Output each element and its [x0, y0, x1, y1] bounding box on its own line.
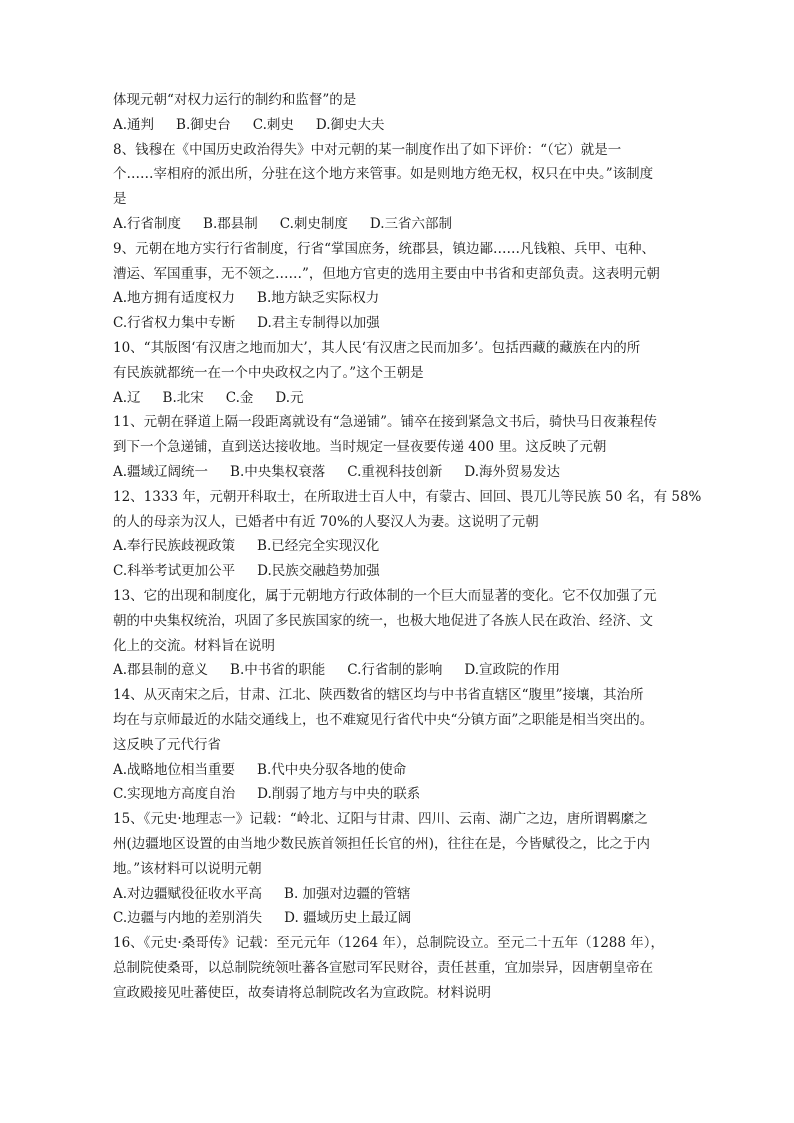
text-line	[113, 832, 703, 857]
text-line	[113, 733, 703, 758]
text-line	[113, 410, 703, 435]
line-text: 总制院使桑哥，以总制院统领吐蕃各宣慰司军民财谷，责任甚重，宜加崇异，因唐朝皇帝在	[113, 959, 653, 976]
option-a: A.通判	[113, 116, 155, 133]
option-c: C.金	[225, 389, 254, 406]
text-line	[113, 336, 703, 361]
line-text: 地。”该材料可以说明元朝	[113, 860, 262, 877]
line-text: 州(边疆地区设置的由当地少数民族首领担任长官的州)，往往在是，今皆赋役之，比之于内	[113, 835, 651, 852]
option-c: C.行省制的影响	[347, 662, 443, 679]
text-line	[113, 237, 703, 262]
text-line	[113, 981, 703, 1006]
option-d: D.三省六部制	[369, 215, 453, 232]
options-line	[113, 906, 703, 931]
line-text: 到下一个急递铺，直到送达接收地。当时规定一昼夜要传递 400 里。这反映了元朝	[113, 439, 607, 456]
option-a: A.行省制度	[113, 215, 182, 232]
option-b: B.代中央分驭各地的使命	[257, 761, 407, 778]
option-d: D.元	[275, 389, 304, 406]
line-text: 8、钱穆在《中国历史政治得失》中对元朝的某一制度作出了如下评价：“（它）就是一	[113, 141, 622, 158]
option-d: D.君主专制得以加强	[257, 315, 380, 332]
line-text: 漕运、军国重事，无不领之……”，但地方官吏的选用主要由中书省和吏部负责。这表明元朝	[113, 265, 660, 282]
option-c: C.重视科技创新	[347, 463, 443, 480]
text-line	[113, 956, 703, 981]
option-b: B.北宋	[162, 389, 204, 406]
option-c: C.刺史制度	[279, 215, 348, 232]
options-line	[113, 758, 703, 783]
text-line	[113, 609, 703, 634]
line-text: 是	[113, 191, 127, 208]
option-b: B.中央集权衰落	[230, 463, 326, 480]
option-a: A.对边疆赋役征收水平高	[113, 885, 263, 902]
text-line	[113, 88, 703, 113]
options-line	[113, 782, 703, 807]
option-a: A.地方拥有适度权力	[113, 290, 236, 307]
options-line	[113, 212, 703, 237]
option-b: B.御史台	[176, 116, 231, 133]
text-line	[113, 361, 703, 386]
line-text: 9、元朝在地方实行行省制度，行省“掌国庶务，统郡县，镇边鄙……凡钱粮、兵甲、屯种、	[113, 240, 655, 257]
text-line	[113, 708, 703, 733]
line-text: 13、它的出现和制度化，属于元朝地方行政体制的一个巨大而显著的变化。它不仅加强了元	[113, 587, 657, 604]
option-d: D.民族交融趋势加强	[257, 563, 380, 580]
question-content	[113, 88, 703, 1005]
option-b: B.郡县制	[203, 215, 258, 232]
line-text: 宣政殿接见吐蕃使臣，故奏请将总制院改名为宣政院。材料说明	[113, 984, 491, 1001]
option-c: C.行省权力集中专断	[113, 315, 236, 332]
text-line	[113, 262, 703, 287]
line-text: 个……宰相府的派出所，分驻在这个地方来管事。如是则地方绝无权，权只在中央。”该制度	[113, 166, 654, 183]
options-line	[113, 113, 703, 138]
options-line	[113, 559, 703, 584]
text-line	[113, 485, 703, 510]
line-text: 有民族就都统一在一个中央政权之内了。”这个王朝是	[113, 364, 424, 381]
text-line	[113, 807, 703, 832]
option-b: B. 加强对边疆的管辖	[284, 885, 411, 902]
option-c: C.实现地方高度自治	[113, 786, 236, 803]
line-text: 这反映了元代行省	[113, 736, 221, 753]
options-line	[113, 534, 703, 559]
text-line	[113, 138, 703, 163]
option-c: C.刺史	[252, 116, 294, 133]
option-c: C.科举考试更加公平	[113, 563, 236, 580]
line-text: 12、1333 年，元朝开科取士，在所取进士百人中，有蒙古、回回、畏兀儿等民族 50 名，有 58%	[113, 488, 702, 505]
option-d: D.御史大夫	[315, 116, 385, 133]
option-a: A.辽	[113, 389, 141, 406]
option-d: D.削弱了地方与中央的联系	[257, 786, 421, 803]
options-line	[113, 386, 703, 411]
option-b: B.中书省的职能	[230, 662, 326, 679]
options-line	[113, 286, 703, 311]
options-line	[113, 311, 703, 336]
option-d: D.宣政院的作用	[464, 662, 561, 679]
options-line	[113, 460, 703, 485]
line-text: 10、“其版图‘有汉唐之地而加大’，其人民‘有汉唐之民而加多’。包括西藏的藏族在内的所	[113, 339, 641, 356]
line-text: 朝的中央集权统治，巩固了多民族国家的统一，也极大地促进了各族人民在政治、经济、文	[113, 612, 653, 629]
text-line	[113, 584, 703, 609]
line-text: 化上的交流。材料旨在说明	[113, 637, 275, 654]
line-text: 14、从灭南宋之后，甘肃、江北、陕西数省的辖区均与中书省直辖区“腹里”接壤，其治所	[113, 687, 644, 704]
text-line	[113, 435, 703, 460]
option-d: D.海外贸易发达	[464, 463, 561, 480]
line-text: 均在与京师最近的水陆交通线上，也不难窥见行省代中央“分镇方面”之职能是相当突出的。	[113, 711, 654, 728]
option-a: A.奉行民族歧视政策	[113, 538, 236, 555]
line-text: 11、元朝在驿道上隔一段距离就设有“急递铺”。铺卒在接到紧急文书后，骑快马日夜兼程传	[113, 414, 657, 431]
option-d: D. 疆域历史上最辽阔	[284, 910, 412, 927]
text-line	[113, 931, 703, 956]
text-line	[113, 510, 703, 535]
text-line	[113, 857, 703, 882]
line-text: 的人的母亲为汉人，已婚者中有近 70%的人娶汉人为妻。这说明了元朝	[113, 513, 539, 530]
options-line	[113, 882, 703, 907]
options-line	[113, 658, 703, 683]
line-text: 体现元朝“对权力运行的制约和监督”的是	[113, 92, 357, 108]
line-text: 15、《元史·地理志一》记载：“岭北、辽阳与甘肃、四川、云南、湖广之边，唐所谓羁縻之	[113, 811, 648, 828]
text-line	[113, 634, 703, 659]
option-b: B.已经完全实现汉化	[257, 538, 380, 555]
option-b: B.地方缺乏实际权力	[257, 290, 380, 307]
text-line	[113, 187, 703, 212]
text-line	[113, 683, 703, 708]
line-text: 16、《元史·桑哥传》记载：至元元年（1264 年），总制院设立。至元二十五年（1288 年），	[113, 935, 665, 952]
text-line	[113, 162, 703, 187]
option-a: A.郡县制的意义	[113, 662, 209, 679]
option-a: A.战略地位相当重要	[113, 761, 236, 778]
option-c: C.边疆与内地的差别消失	[113, 910, 263, 927]
option-a: A.疆域辽阔统一	[113, 463, 209, 480]
